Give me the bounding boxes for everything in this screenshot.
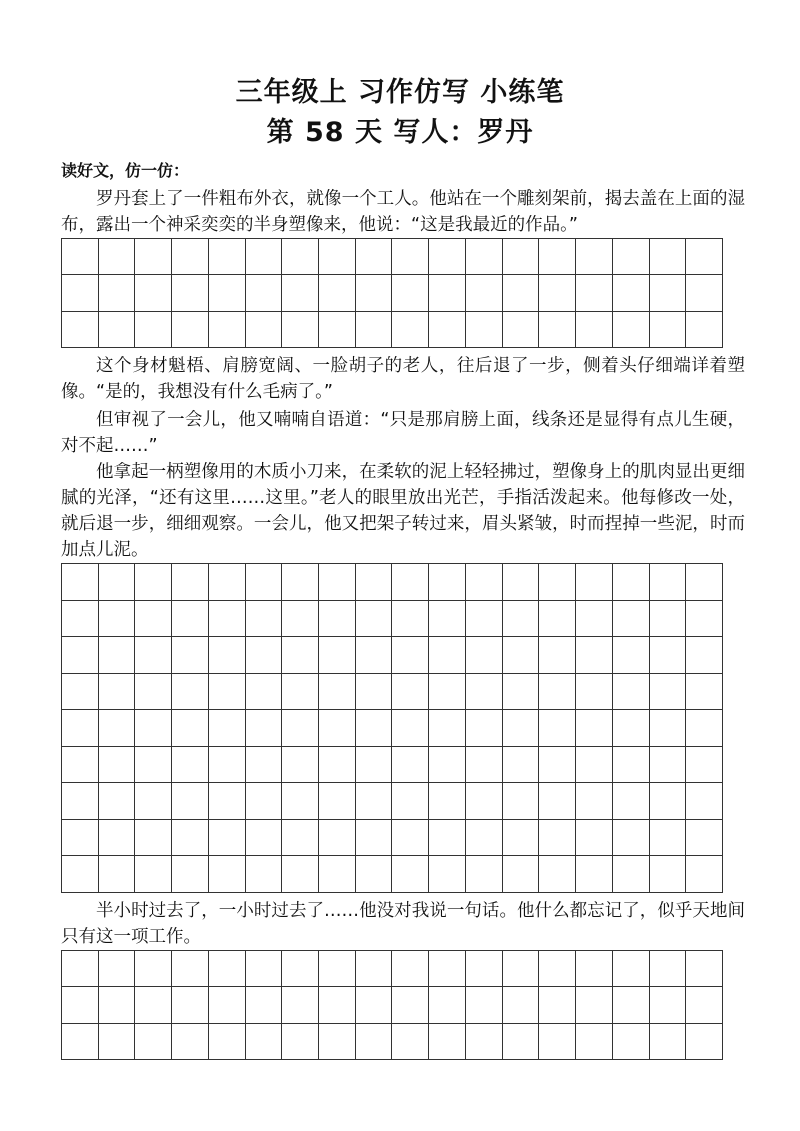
grid-cell[interactable]: [172, 710, 209, 747]
grid-cell[interactable]: [392, 601, 429, 638]
grid-cell[interactable]: [356, 564, 393, 601]
grid-cell[interactable]: [172, 601, 209, 638]
grid-cell[interactable]: [650, 710, 687, 747]
grid-cell[interactable]: [282, 856, 319, 893]
grid-cell[interactable]: [282, 601, 319, 638]
grid-cell[interactable]: [282, 820, 319, 857]
grid-cell[interactable]: [650, 987, 687, 1023]
grid-cell[interactable]: [503, 239, 540, 275]
grid-cell[interactable]: [392, 239, 429, 275]
grid-cell[interactable]: [135, 601, 172, 638]
grid-cell[interactable]: [135, 312, 172, 348]
grid-cell[interactable]: [319, 951, 356, 987]
grid-cell[interactable]: [539, 987, 576, 1023]
grid-cell[interactable]: [62, 564, 99, 601]
grid-cell[interactable]: [503, 820, 540, 857]
grid-cell[interactable]: [319, 312, 356, 348]
grid-cell[interactable]: [319, 710, 356, 747]
worksheet-title: 三年级上 习作仿写 小练笔: [235, 77, 565, 108]
grid-cell[interactable]: [613, 674, 650, 711]
grid-cell[interactable]: [172, 674, 209, 711]
grid-cell[interactable]: [209, 710, 246, 747]
writing-grid-2[interactable]: [61, 563, 723, 893]
grid-cell[interactable]: [356, 783, 393, 820]
grid-cell[interactable]: [99, 674, 136, 711]
grid-cell[interactable]: [539, 312, 576, 348]
grid-cell[interactable]: [99, 951, 136, 987]
grid-cell[interactable]: [62, 820, 99, 857]
grid-cell[interactable]: [650, 312, 687, 348]
grid-cell[interactable]: [429, 275, 466, 311]
grid-cell[interactable]: [539, 1024, 576, 1060]
grid-cell[interactable]: [99, 1024, 136, 1060]
grid-cell[interactable]: [246, 987, 283, 1023]
grid-cell[interactable]: [429, 820, 466, 857]
grid-cell[interactable]: [466, 856, 503, 893]
grid-cell[interactable]: [319, 674, 356, 711]
grid-cell[interactable]: [319, 601, 356, 638]
writing-grid-1[interactable]: [61, 238, 723, 348]
grid-cell[interactable]: [429, 856, 466, 893]
grid-cell[interactable]: [62, 275, 99, 311]
grid-cell[interactable]: [650, 239, 687, 275]
grid-cell[interactable]: [576, 239, 613, 275]
grid-cell[interactable]: [613, 856, 650, 893]
grid-cell[interactable]: [539, 674, 576, 711]
grid-cell[interactable]: [62, 856, 99, 893]
grid-cell[interactable]: [62, 674, 99, 711]
grid-cell[interactable]: [282, 783, 319, 820]
grid-cell[interactable]: [576, 312, 613, 348]
grid-cell[interactable]: [429, 710, 466, 747]
grid-cell[interactable]: [503, 710, 540, 747]
grid-cell[interactable]: [539, 951, 576, 987]
grid-cell[interactable]: [686, 987, 723, 1023]
grid-cell[interactable]: [209, 856, 246, 893]
grid-cell[interactable]: [392, 951, 429, 987]
grid-cell[interactable]: [503, 275, 540, 311]
grid-cell[interactable]: [392, 820, 429, 857]
grid-cell[interactable]: [319, 856, 356, 893]
grid-cell[interactable]: [466, 747, 503, 784]
grid-cell[interactable]: [135, 637, 172, 674]
grid-cell[interactable]: [392, 783, 429, 820]
grid-cell[interactable]: [576, 783, 613, 820]
grid-cell[interactable]: [356, 856, 393, 893]
grid-cell[interactable]: [539, 275, 576, 311]
grid-cell[interactable]: [429, 312, 466, 348]
grid-cell[interactable]: [99, 856, 136, 893]
grid-cell[interactable]: [686, 710, 723, 747]
grid-cell[interactable]: [650, 747, 687, 784]
grid-cell[interactable]: [209, 312, 246, 348]
grid-cell[interactable]: [539, 747, 576, 784]
grid-cell[interactable]: [503, 747, 540, 784]
grid-cell[interactable]: [135, 783, 172, 820]
grid-cell[interactable]: [686, 674, 723, 711]
grid-cell[interactable]: [613, 820, 650, 857]
grid-cell[interactable]: [246, 275, 283, 311]
grid-cell[interactable]: [282, 674, 319, 711]
grid-cell[interactable]: [319, 1024, 356, 1060]
grid-cell[interactable]: [135, 856, 172, 893]
grid-cell[interactable]: [209, 275, 246, 311]
grid-cell[interactable]: [539, 710, 576, 747]
grid-cell[interactable]: [319, 275, 356, 311]
grid-cell[interactable]: [576, 275, 613, 311]
grid-cell[interactable]: [466, 275, 503, 311]
grid-cell[interactable]: [172, 312, 209, 348]
grid-cell[interactable]: [99, 601, 136, 638]
grid-cell[interactable]: [392, 987, 429, 1023]
grid-cell[interactable]: [429, 601, 466, 638]
grid-cell[interactable]: [613, 1024, 650, 1060]
grid-cell[interactable]: [209, 747, 246, 784]
grid-cell[interactable]: [135, 747, 172, 784]
grid-cell[interactable]: [576, 1024, 613, 1060]
grid-cell[interactable]: [466, 239, 503, 275]
grid-cell[interactable]: [99, 637, 136, 674]
grid-cell[interactable]: [246, 747, 283, 784]
grid-cell[interactable]: [429, 951, 466, 987]
grid-cell[interactable]: [209, 637, 246, 674]
grid-cell[interactable]: [466, 1024, 503, 1060]
grid-cell[interactable]: [576, 747, 613, 784]
grid-cell[interactable]: [319, 987, 356, 1023]
grid-cell[interactable]: [466, 951, 503, 987]
grid-cell[interactable]: [650, 275, 687, 311]
grid-cell[interactable]: [356, 312, 393, 348]
grid-cell[interactable]: [99, 987, 136, 1023]
grid-cell[interactable]: [246, 601, 283, 638]
grid-cell[interactable]: [172, 747, 209, 784]
grid-cell[interactable]: [392, 564, 429, 601]
grid-cell[interactable]: [282, 951, 319, 987]
grid-cell[interactable]: [99, 747, 136, 784]
grid-cell[interactable]: [503, 564, 540, 601]
grid-cell[interactable]: [135, 239, 172, 275]
grid-cell[interactable]: [686, 783, 723, 820]
grid-cell[interactable]: [650, 637, 687, 674]
grid-cell[interactable]: [576, 674, 613, 711]
grid-cell[interactable]: [686, 747, 723, 784]
grid-cell[interactable]: [62, 951, 99, 987]
grid-cell[interactable]: [466, 637, 503, 674]
grid-cell[interactable]: [650, 564, 687, 601]
grid-cell[interactable]: [429, 564, 466, 601]
grid-cell[interactable]: [539, 856, 576, 893]
grid-cell[interactable]: [356, 951, 393, 987]
grid-cell[interactable]: [539, 564, 576, 601]
grid-cell[interactable]: [172, 987, 209, 1023]
grid-cell[interactable]: [503, 601, 540, 638]
grid-cell[interactable]: [172, 637, 209, 674]
grid-cell[interactable]: [209, 951, 246, 987]
grid-cell[interactable]: [613, 239, 650, 275]
grid-cell[interactable]: [392, 1024, 429, 1060]
grid-cell[interactable]: [62, 710, 99, 747]
grid-cell[interactable]: [576, 710, 613, 747]
grid-cell[interactable]: [392, 674, 429, 711]
grid-cell[interactable]: [62, 1024, 99, 1060]
grid-cell[interactable]: [356, 1024, 393, 1060]
grid-cell[interactable]: [686, 239, 723, 275]
grid-cell[interactable]: [209, 783, 246, 820]
paragraph-1: 罗丹套上了一件粗布外衣，就像一个工人。他站在一个雕刻架前，揭去盖在上面的湿布，露出一个神采奕奕的半身塑像来，他说：“这是我最近的作品。”: [61, 189, 745, 235]
grid-cell[interactable]: [62, 783, 99, 820]
grid-cell[interactable]: [613, 710, 650, 747]
grid-cell[interactable]: [246, 710, 283, 747]
grid-cell[interactable]: [62, 637, 99, 674]
grid-cell[interactable]: [172, 239, 209, 275]
grid-cell[interactable]: [282, 1024, 319, 1060]
grid-cell[interactable]: [576, 951, 613, 987]
grid-cell[interactable]: [209, 820, 246, 857]
grid-cell[interactable]: [503, 637, 540, 674]
grid-cell[interactable]: [172, 820, 209, 857]
grid-cell[interactable]: [503, 987, 540, 1023]
grid-cell[interactable]: [62, 987, 99, 1023]
grid-cell[interactable]: [429, 783, 466, 820]
grid-cell[interactable]: [686, 951, 723, 987]
grid-cell[interactable]: [686, 1024, 723, 1060]
grid-cell[interactable]: [319, 239, 356, 275]
grid-cell[interactable]: [356, 747, 393, 784]
grid-cell[interactable]: [613, 601, 650, 638]
grid-cell[interactable]: [356, 987, 393, 1023]
grid-cell[interactable]: [392, 747, 429, 784]
grid-cell[interactable]: [686, 601, 723, 638]
grid-cell[interactable]: [650, 856, 687, 893]
grid-cell[interactable]: [650, 820, 687, 857]
grid-cell[interactable]: [686, 564, 723, 601]
grid-cell[interactable]: [613, 951, 650, 987]
grid-cell[interactable]: [539, 783, 576, 820]
grid-cell[interactable]: [246, 239, 283, 275]
grid-cell[interactable]: [246, 637, 283, 674]
grid-cell[interactable]: [319, 820, 356, 857]
grid-cell[interactable]: [650, 951, 687, 987]
grid-cell[interactable]: [466, 820, 503, 857]
grid-cell[interactable]: [99, 312, 136, 348]
grid-cell[interactable]: [246, 674, 283, 711]
grid-cell[interactable]: [466, 783, 503, 820]
grid-cell[interactable]: [172, 564, 209, 601]
grid-cell[interactable]: [503, 951, 540, 987]
grid-cell[interactable]: [319, 747, 356, 784]
grid-cell[interactable]: [172, 856, 209, 893]
grid-cell[interactable]: [209, 674, 246, 711]
grid-cell[interactable]: [650, 601, 687, 638]
grid-cell[interactable]: [613, 312, 650, 348]
grid-cell[interactable]: [99, 275, 136, 311]
grid-cell[interactable]: [172, 783, 209, 820]
grid-cell[interactable]: [319, 564, 356, 601]
grid-cell[interactable]: [356, 637, 393, 674]
grid-cell[interactable]: [539, 820, 576, 857]
grid-cell[interactable]: [429, 987, 466, 1023]
grid-cell[interactable]: [99, 783, 136, 820]
grid-cell[interactable]: [466, 601, 503, 638]
grid-cell[interactable]: [246, 783, 283, 820]
section-label: 读好文，仿一仿：: [61, 161, 190, 180]
grid-cell[interactable]: [209, 601, 246, 638]
grid-cell[interactable]: [282, 564, 319, 601]
grid-cell[interactable]: [429, 1024, 466, 1060]
grid-cell[interactable]: [503, 783, 540, 820]
grid-cell[interactable]: [172, 1024, 209, 1060]
grid-cell[interactable]: [356, 710, 393, 747]
grid-cell[interactable]: [246, 564, 283, 601]
grid-cell[interactable]: [135, 1024, 172, 1060]
writing-grid-3[interactable]: [61, 950, 723, 1060]
grid-cell[interactable]: [282, 275, 319, 311]
grid-cell[interactable]: [356, 275, 393, 311]
grid-cell[interactable]: [392, 637, 429, 674]
grid-cell[interactable]: [686, 637, 723, 674]
grid-cell[interactable]: [246, 856, 283, 893]
grid-cell[interactable]: [282, 987, 319, 1023]
grid-cell[interactable]: [172, 951, 209, 987]
grid-cell[interactable]: [613, 564, 650, 601]
grid-cell[interactable]: [539, 601, 576, 638]
grid-cell[interactable]: [282, 637, 319, 674]
grid-cell[interactable]: [282, 239, 319, 275]
grid-cell[interactable]: [613, 987, 650, 1023]
grid-cell[interactable]: [99, 820, 136, 857]
grid-cell[interactable]: [135, 275, 172, 311]
grid-cell[interactable]: [392, 856, 429, 893]
grid-cell[interactable]: [209, 564, 246, 601]
grid-cell[interactable]: [466, 710, 503, 747]
grid-cell[interactable]: [209, 987, 246, 1023]
grid-cell[interactable]: [246, 820, 283, 857]
grid-cell[interactable]: [576, 987, 613, 1023]
grid-cell[interactable]: [62, 747, 99, 784]
grid-cell[interactable]: [503, 312, 540, 348]
grid-cell[interactable]: [466, 312, 503, 348]
grid-cell[interactable]: [356, 239, 393, 275]
grid-cell[interactable]: [576, 820, 613, 857]
grid-cell[interactable]: [282, 710, 319, 747]
grid-cell[interactable]: [539, 239, 576, 275]
grid-cell[interactable]: [135, 987, 172, 1023]
grid-cell[interactable]: [356, 674, 393, 711]
grid-cell[interactable]: [356, 601, 393, 638]
grid-cell[interactable]: [392, 275, 429, 311]
grid-cell[interactable]: [686, 820, 723, 857]
grid-cell[interactable]: [246, 1024, 283, 1060]
grid-cell[interactable]: [539, 637, 576, 674]
grid-cell[interactable]: [503, 1024, 540, 1060]
grid-cell[interactable]: [172, 275, 209, 311]
grid-cell[interactable]: [429, 747, 466, 784]
grid-cell[interactable]: [613, 783, 650, 820]
grid-cell[interactable]: [282, 312, 319, 348]
grid-cell[interactable]: [319, 637, 356, 674]
grid-cell[interactable]: [392, 710, 429, 747]
grid-cell[interactable]: [135, 820, 172, 857]
grid-cell[interactable]: [576, 637, 613, 674]
worksheet-subtitle: 第 58 天 写人：罗丹: [266, 117, 534, 148]
grid-cell[interactable]: [356, 820, 393, 857]
grid-cell[interactable]: [686, 275, 723, 311]
grid-cell[interactable]: [650, 783, 687, 820]
grid-cell[interactable]: [650, 674, 687, 711]
grid-cell[interactable]: [99, 239, 136, 275]
grid-cell[interactable]: [466, 564, 503, 601]
grid-cell[interactable]: [209, 1024, 246, 1060]
grid-cell[interactable]: [613, 275, 650, 311]
grid-cell[interactable]: [429, 637, 466, 674]
grid-cell[interactable]: [135, 951, 172, 987]
grid-cell[interactable]: [429, 239, 466, 275]
grid-cell[interactable]: [650, 1024, 687, 1060]
grid-cell[interactable]: [246, 951, 283, 987]
grid-cell[interactable]: [246, 312, 283, 348]
grid-cell[interactable]: [99, 710, 136, 747]
grid-cell[interactable]: [135, 710, 172, 747]
grid-cell[interactable]: [135, 674, 172, 711]
grid-cell[interactable]: [62, 239, 99, 275]
grid-cell[interactable]: [62, 601, 99, 638]
grid-cell[interactable]: [576, 601, 613, 638]
grid-cell[interactable]: [62, 312, 99, 348]
grid-cell[interactable]: [686, 312, 723, 348]
grid-cell[interactable]: [686, 856, 723, 893]
grid-cell[interactable]: [392, 312, 429, 348]
grid-cell[interactable]: [503, 674, 540, 711]
paragraph-4: 他拿起一柄塑像用的木质小刀来，在柔软的泥上轻轻拂过，塑像身上的肌肉显出更细腻的光泽，“还有这里……这里。”老人的眼里放出光芒，手指活泼起来。他每修改一处，就后退一步，细细观察。一会儿，他又把架子转过来，眉头紧皱，时而捏掉一些泥，时而加点儿泥。: [61, 462, 745, 560]
grid-cell[interactable]: [576, 856, 613, 893]
grid-cell[interactable]: [576, 564, 613, 601]
paragraph-2: 这个身材魁梧、肩膀宽阔、一脸胡子的老人，往后退了一步，侧着头仔细端详着塑像。“是的，我想没有什么毛病了。”: [61, 356, 745, 402]
grid-cell[interactable]: [135, 564, 172, 601]
grid-cell[interactable]: [466, 987, 503, 1023]
grid-cell[interactable]: [466, 674, 503, 711]
grid-cell[interactable]: [99, 564, 136, 601]
grid-cell[interactable]: [613, 637, 650, 674]
paragraph-3: 但审视了一会儿，他又喃喃自语道：“只是那肩膀上面，线条还是显得有点儿生硬，对不起……”: [61, 410, 745, 456]
grid-cell[interactable]: [503, 856, 540, 893]
paragraph-5: 半小时过去了，一小时过去了……他没对我说一句话。他什么都忘记了，似乎天地间只有这一项工作。: [61, 901, 745, 947]
grid-cell[interactable]: [319, 783, 356, 820]
grid-cell[interactable]: [282, 747, 319, 784]
grid-cell[interactable]: [429, 674, 466, 711]
grid-cell[interactable]: [613, 747, 650, 784]
grid-cell[interactable]: [209, 239, 246, 275]
